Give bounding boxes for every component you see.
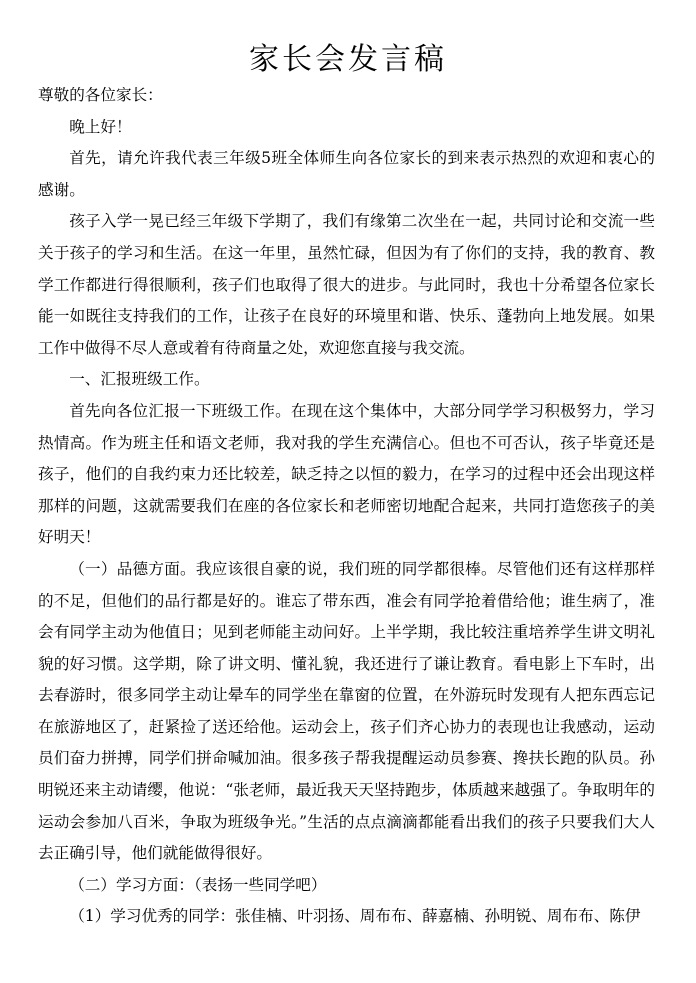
salutation: 尊敬的各位家长： — [38, 86, 163, 104]
section-heading-class-report: 一、汇报班级工作。 — [69, 370, 210, 389]
subheading-study: （二）学习方面：（表扬一些同学吧） — [69, 875, 327, 894]
paragraph-class-report: 首先向各位汇报一下班级工作。在现在这个集体中，大部分同学学习积极努力，学习热情高。作为班主任和语文老师，我对我的学生充满信心。但也不可否认，孩子毕竟还是孩子，他们的自我约束力还比较差，缺乏持之以恒的毅力，在学习的过程中还会出现这样那样的问题，这就需要我们在座的各位家长和老师密切地配合起来，共同打造您孩子的美好明天！ — [38, 401, 655, 547]
paragraph-excellent-students: （1）学习优秀的同学：张佳楠、叶羽扬、周布布、薛嘉楠、孙明锐、周布布、陈伊 — [69, 907, 641, 926]
document-title: 家长会发言稿 — [249, 42, 447, 77]
paragraph-welcome: 首先，请允许我代表三年级5班全体师生向各位家长的到来表示热烈的欢迎和衷心的感谢。 — [38, 149, 655, 199]
paragraph-morality: （一）品德方面。我应该很自豪的说，我们班的同学都很棒。尽管他们还有这样那样的不足，但他们的品行都是好的。谁忘了带东西，准会有同学抢着借给他；谁生病了，准会有同学主动为他值日；见到老师能主动问好。上半学期，我比较注重培养学生讲文明礼貌的好习惯。这学期，除了讲文明、懂礼貌，我还进行了谦让教育。看电影上下车时，出去春游时，很多同学主动让晕车的同学坐在靠窗的位置，在外游玩时发现有人把东西忘记在旅游地区了，赶紧捡了送还给他。运动会上，孩子们齐心协力的表现也让我感动，运动员们奋力拼搏，同学们拼命喊加油。很多孩子帮我提醒运动员参赛、搀扶长跑的队员。孙明锐还来主动请缨，他说：“张老师，最近我天天坚持跑步，体质越来越强了。争取明年的运动会参加八百米，争取为班级争光。”生活的点点滴滴都能看出我们的孩子只要我们大人去正确引导，他们就能做得很好。 — [38, 559, 655, 863]
paragraph-intro: 孩子入学一晃已经三年级下学期了，我们有缘第二次坐在一起，共同讨论和交流一些关于孩子的学习和生活。在这一年里，虽然忙碌，但因为有了你们的支持，我的教育、教学工作都进行得很顺利，孩子们也取得了很大的进步。与此同时，我也十分希望各位家长能一如既往支持我们的工作，让孩子在良好的环境里和谐、快乐、蓬勃向上地发展。如果工作中做得不尽人意或着有待商量之处，欢迎您直接与我交流。 — [38, 212, 655, 357]
document-body — [38, 80, 655, 933]
greeting: 晚上好！ — [69, 117, 132, 136]
